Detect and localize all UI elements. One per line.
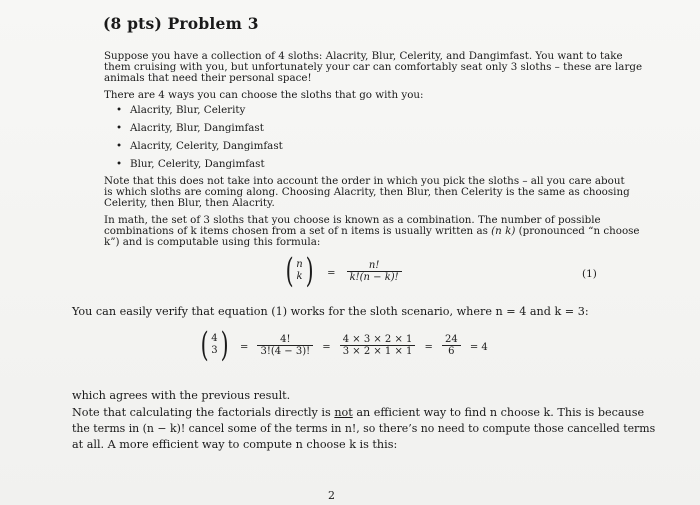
problem-title: (8 pts) Problem 3 [103,14,259,33]
binomial-n-k: ( n k ) [285,251,314,291]
ways-intro: There are 4 ways you can choose the sloths that go with you: [104,89,424,101]
fraction: $\frac{n!}{k!(n - k)!}$ [347,260,402,283]
intro-line-1: Suppose you have a collection of 4 sloths: Alacrity, Blur, Celerity, and Dangimfast. You want to take [104,50,623,62]
list-item: • Blur, Celerity, Dangimfast [116,158,265,170]
agrees-line: which agrees with the previous result. [72,389,291,402]
math-line-2: combinations of k items chosen from a set of n items is usually written as (n k) (pronounced “n choose [104,225,640,237]
math-line-3: k”) and is computable using this formula: [104,236,321,248]
fraction: $\frac{24}{6}$ [442,334,461,357]
binomial-4-3: ( 4 3 ) [200,325,229,365]
final-line-3: at all. A more efficient way to compute n choose k is this: [72,438,398,451]
note-line-2: is which sloths are coming along. Choosing Alacrity, then Blur, then Celerity is the same as choosing [104,186,630,198]
inline-binomial: (n k) [491,225,516,237]
final-line-1: Note that calculating the factorials directly is not an efficient way to find n choose k. This is because [72,406,645,419]
list-item: • Alacrity, Blur, Celerity [116,104,246,116]
verify-line: You can easily verify that equation (1) works for the sloth scenario, where n = 4 and k = 3: [72,305,589,318]
equation-2: ( 4 3 ) = $\frac{4!}{3!(4 - 3)!}$ = $\frac{4 \times 3 \times 2 \times 1}{3 \times 2 \times 1 \times 1}$ = $\frac{24}{6}$ = 4 [198,330,488,360]
page-number: 2 [328,489,335,502]
list-item: • Alacrity, Blur, Dangimfast [116,122,264,134]
equation-1: ( n k ) = $\frac{n!}{k!(n - k)!}$ [283,256,402,286]
final-line-2: the terms in (n − k)! cancel some of the terms in n!, so there’s no need to compute those cancelled terms [72,422,656,435]
list-item: • Alacrity, Celerity, Dangimfast [116,140,283,152]
note-line-1: Note that this does not take into account the order in which you pick the sloths – all you care about [104,175,625,187]
equation-number: (1) [582,268,597,280]
note-line-3: Celerity, then Blur, then Alacrity. [104,197,275,209]
math-line-1: In math, the set of 3 sloths that you choose is known as a combination. The number of possible [104,214,601,226]
intro-line-3: animals that need their personal space! [104,72,312,84]
intro-line-2: them cruising with you, but unfortunately your car can comfortably seat only 3 sloths – these are large [104,61,643,73]
fraction: $\frac{4!}{3!(4 - 3)!}$ [257,334,313,357]
underlined-not: not [334,406,353,419]
fraction: $\frac{4 \times 3 \times 2 \times 1}{3 \times 2 \times 1 \times 1}$ [340,334,416,357]
